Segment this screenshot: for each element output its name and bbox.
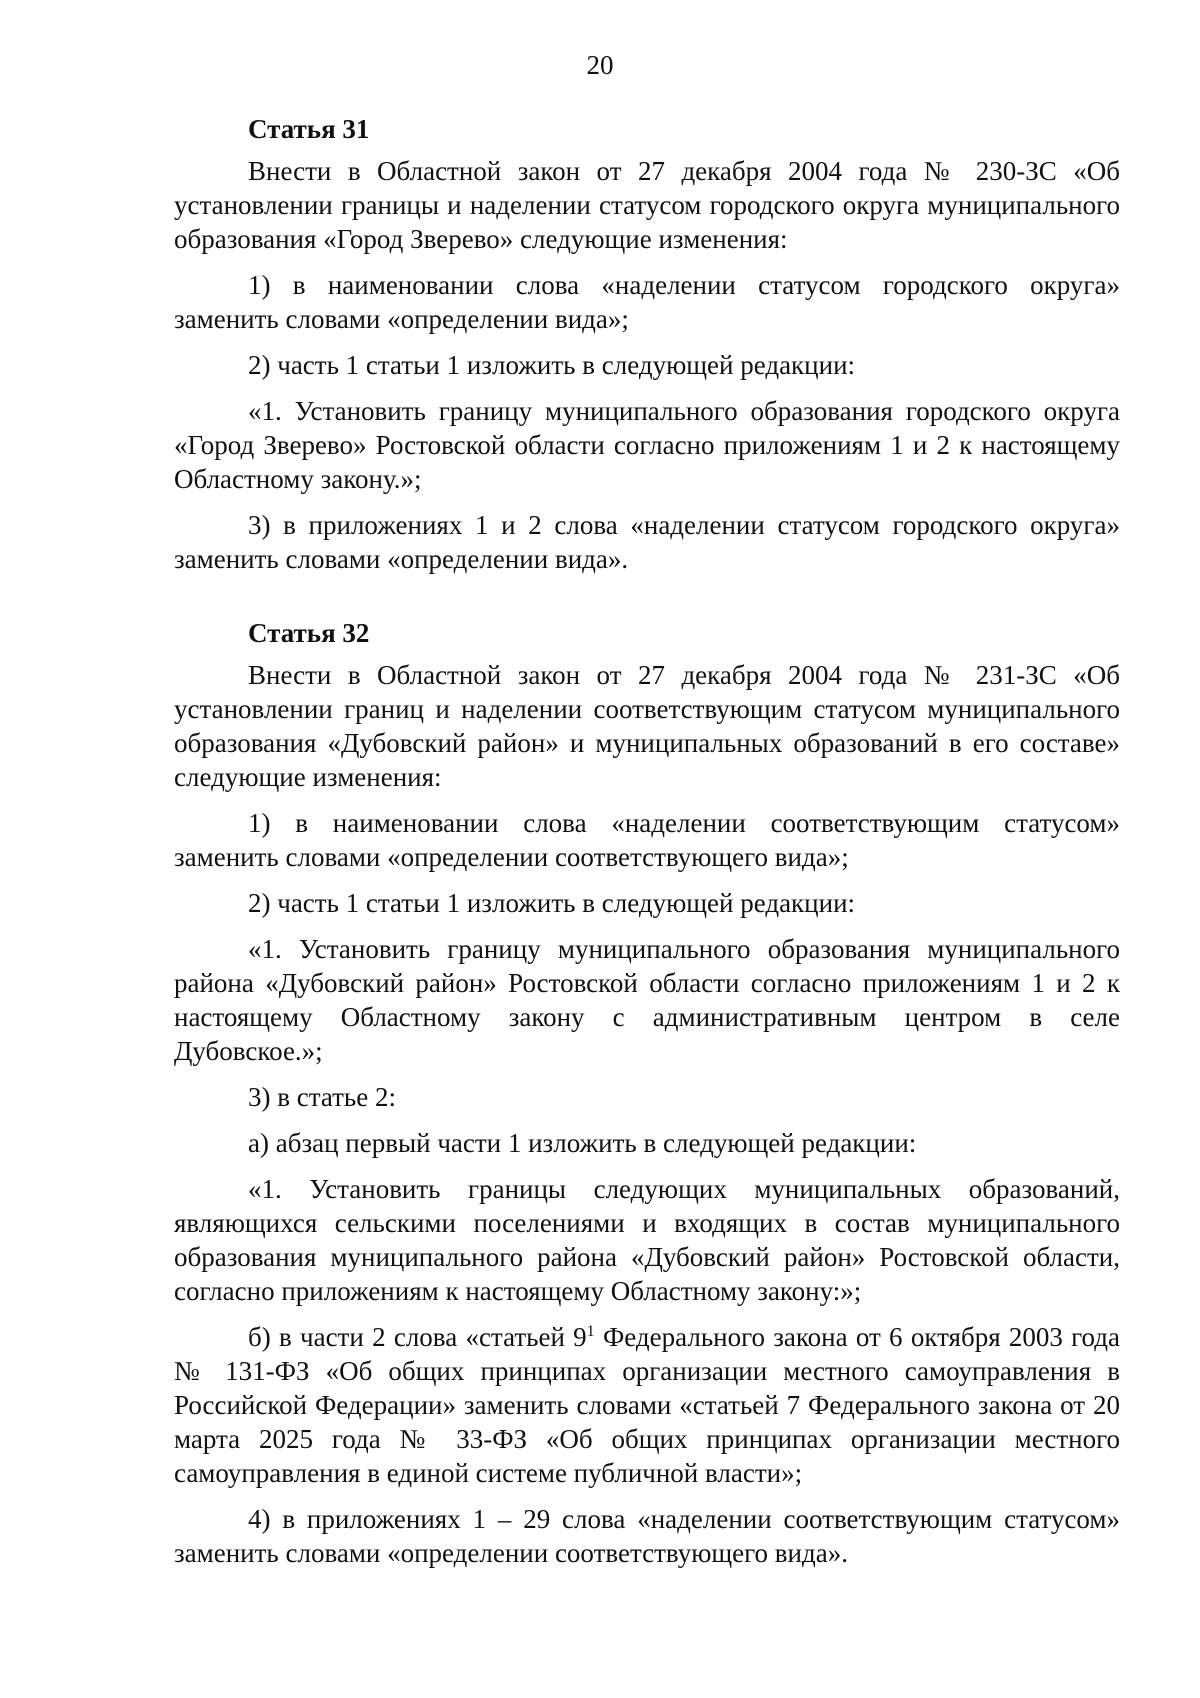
article-32-paragraph: а) абзац первый части 1 изложить в следующей редакции: — [248, 1128, 917, 1158]
article-31-title: Статья 31 — [248, 114, 370, 144]
article-31-paragraph: 3) в приложениях 1 и 2 слова «наделении статусом городского округа» заменить словами «определении вида». — [174, 510, 1120, 574]
superscript: 1 — [586, 1323, 595, 1340]
article-32-paragraph: 2) часть 1 статьи 1 изложить в следующей редакции: — [248, 888, 856, 918]
article-32-paragraph: 1) в наименовании слова «наделении соответствующим статусом» заменить словами «определении соответствующего вида»; — [174, 808, 1120, 872]
article-32-paragraph: «1. Установить границы следующих муниципальных образований, являющихся сельскими поселениями и входящих в состав муниципального образования муниципального района «Дубовский район» Ростовской области, согласно приложениям к настоящему Областному закону:»; — [174, 1174, 1120, 1306]
section-gap — [174, 588, 1120, 616]
article-32-paragraph: «1. Установить границу муниципального образования муниципального района «Дубовский район» Ростовской области согласно приложениям 1 и 2 к настоящему Областному закону с административным центром в селе Дубовское.»; — [174, 934, 1120, 1066]
article-31-paragraph: «1. Установить границу муниципального образования городского округа «Город Зверево» Ростовской области согласно приложениям 1 и 2 к настоящему Областному закону.»; — [174, 396, 1120, 494]
para-b-text-start: б) в части 2 слова «статьей 9 — [248, 1322, 587, 1352]
article-32-title: Статья 32 — [248, 618, 370, 648]
article-32-paragraph-b — [174, 1320, 1120, 1490]
article-31-paragraph: 1) в наименовании слова «наделении статусом городского округа» заменить словами «определении вида»; — [174, 270, 1120, 334]
para-b-text-end: Федерального закона от 6 октября 2003 года № 131-ФЗ «Об общих принципах организации местного самоуправления в Российской Федерации» заменить словами «статьей 7 Федерального закона от 20 марта 2025 года № 33-ФЗ «Об общих принципах организации местного самоуправления в единой системе публичной власти»; — [174, 1322, 1120, 1488]
article-32-paragraph: Внести в Областной закон от 27 декабря 2004 года № 231-ЗС «Об установлении границ и наделении соответствующим статусом муниципального образования «Дубовский район» и муниципальных образований в его составе» следующие изменения: — [174, 660, 1120, 792]
article-31-paragraph: 2) часть 1 статьи 1 изложить в следующей редакции: — [248, 350, 856, 380]
document-body — [174, 112, 1120, 1582]
article-32-paragraph: 3) в статье 2: — [248, 1082, 396, 1112]
page-number: 20 — [586, 50, 614, 80]
article-31-paragraph: Внести в Областной закон от 27 декабря 2004 года № 230-ЗС «Об установлении границы и наделении статусом городского округа муниципального образования «Город Зверево» следующие изменения: — [174, 156, 1120, 254]
article-32-paragraph: 4) в приложениях 1 – 29 слова «наделении соответствующим статусом» заменить словами «определении соответствующего вида». — [174, 1504, 1120, 1568]
